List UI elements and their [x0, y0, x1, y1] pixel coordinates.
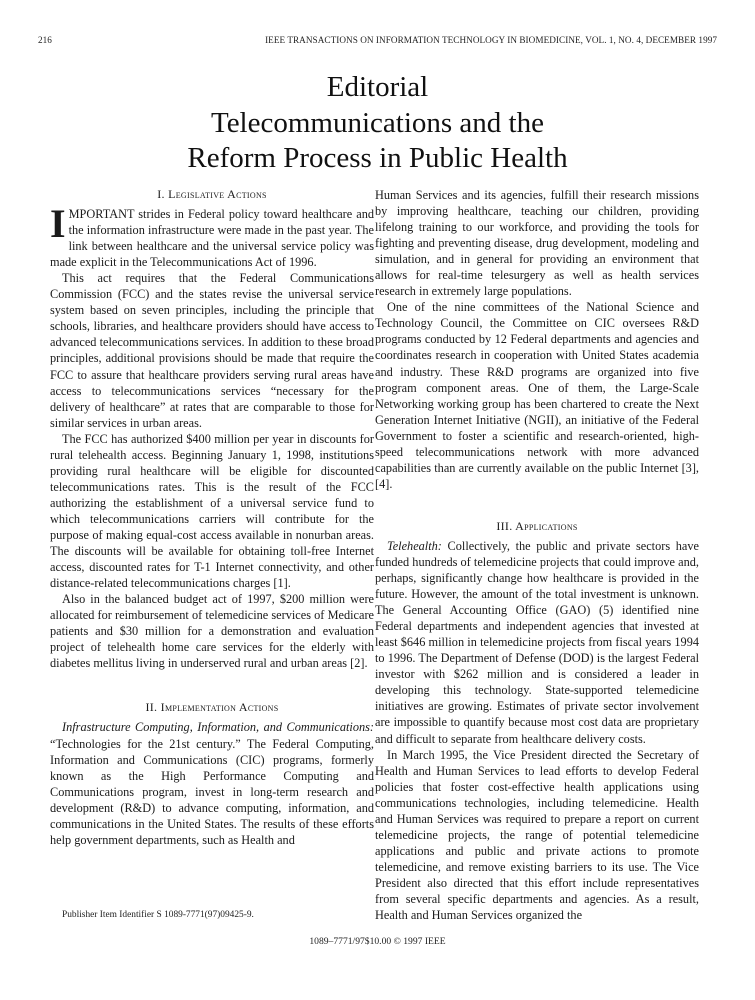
- page-number: 216: [38, 35, 52, 45]
- paragraph: This act requires that the Federal Communications Commission (FCC) and the states revise the universal service system based on seven principles, including the principle that schools, libraries, and healthcare providers should have access to advanced telecommunications services. In addition to these broad principles, additional provisions should be made that require the FCC to assure that healthcare providers serving rural areas have access to telecommunications services “necessary for the delivery of healthcare” at rates that are comparable to those for similar services in urban areas.: [50, 271, 374, 430]
- paragraph: One of the nine committees of the National Science and Technology Council, the Committee on CIC oversees R&D programs conducted by 12 Federal departments and agencies and coordinates research in cooperation with United States academia and industry. These R&D programs are organized into five program component areas. One of them, the Large-Scale Networking working group has been chartered to create the Next Generation Internet Initiative (NGII), an initiative of the Federal Government to foster a scientific and research-oriented, high-speed telecommunications network with more advanced capabilities than are currently available on the public Internet [3], [4].: [375, 300, 699, 491]
- left-column: [50, 186, 374, 848]
- section-heading-implementation-actions: II. Implementation Actions: [145, 700, 279, 715]
- copyright-footer: 1089–7771/97$10.00 © 1997 IEEE: [309, 936, 446, 947]
- paragraph: The FCC has authorized $400 million per year in discounts for rural telehealth access. Beginning January 1, 1998, institutions providing rural healthcare will be eligible for discounted telecommunications rates. This is the result of the FCC authorizing the establishment of a universal service fund to which telecommunications carriers will contribute for the purpose of making equal-cost access available in nonurban areas. The discounts will be available for obtaining toll-free Internet access, discounted rates for T-1 Internet connectivity, and other distance-related telecommunications charges [1].: [50, 431, 374, 591]
- paragraph: IMPORTANT strides in Federal policy toward healthcare and the information infrastructure were made in the past year. The link between healthcare and the universal service policy was made explicit in the Telecommunications Act of 1996.: [50, 201, 374, 270]
- paragraph: In March 1995, the Vice President directed the Secretary of Health and Human Services to lead efforts to develop Federal policies that foster cost-effective health applications using communications technologies, including telemedicine. Health and Human Services was required to prepare a report on current telemedicine projects, the range of potential telemedicine applications and public and private actions to promote telemedicine, and remove existing barriers to its use. The Vice President also directed that this effort include representatives from several specific departments and agencies. As a result, Health and Human Services organized the: [375, 747, 699, 923]
- paragraph: Telehealth: Collectively, the public and private sectors have funded hundreds of telemedicine projects that could improve and, perhaps, significantly change how healthcare is provided in the future. However, the amount of the total investment is unknown. The General Accounting Office (GAO) (5) identified nine Federal departments and independent agencies that invested at least $646 million in telemedicine projects from fiscal years 1994 to 1996. The Department of Defense (DOD) is the largest Federal investor with $262 million and is considered a leader in developing this technology. State-supported telemedicine initiatives are growing. Estimates of private sector involvement are impossible to quantify because most cost data are proprietary and difficult to separate from healthcare delivery costs.: [375, 538, 699, 746]
- paragraph: Also in the balanced budget act of 1997, $200 million were allocated for reimbursement of telemedicine services of Medicare patients and $30 million for a demonstration and evaluation project of telehealth home care services for the elderly with diabetes mellitus living in underserved rural and urban areas [2].: [50, 592, 374, 671]
- paragraph: Infrastructure Computing, Information, and Communications: “Technologies for the 21st century.” The Federal Computing, Information and Communications (CIC) programs, formerly known as the High Performance Computing and Communications program, invest in long-term research and development (R&D) to advance computing, information, and communications in the United States. The results of these efforts help government departments, such as Health and: [50, 720, 374, 847]
- section-heading-applications: III. Applications: [496, 518, 578, 533]
- title-line-2: Telecommunications and the: [211, 106, 544, 139]
- drop-cap: I: [50, 201, 66, 247]
- run-in-heading: Infrastructure Computing, Information, and Communications:: [62, 720, 374, 735]
- title-line-1: Editorial: [326, 71, 429, 103]
- right-column: [375, 187, 699, 923]
- section-heading-legislative-actions: I. Legislative Actions: [157, 187, 267, 201]
- run-in-heading: Telehealth:: [387, 538, 442, 553]
- publisher-item-identifier: Publisher Item Identifier S 1089-7771(97)09425-9.: [62, 910, 254, 920]
- paragraph-continued: Human Services and its agencies, fulfill their research missions by improving healthcare, teaching our children, providing lifelong training to our workforce, and providing the tools for fighting and preventing disease, drug development, modeling and simulation, and in general for providing an environment that allows for real-time telesurgery as well as health services research in extremely large populations.: [375, 188, 699, 299]
- article-title: [0, 70, 755, 177]
- journal-citation: IEEE TRANSACTIONS ON INFORMATION TECHNOLOGY IN BIOMEDICINE, VOL. 1, NO. 4, DECEMBER 1997: [265, 35, 717, 45]
- title-line-3: Reform Process in Public Health: [187, 142, 568, 174]
